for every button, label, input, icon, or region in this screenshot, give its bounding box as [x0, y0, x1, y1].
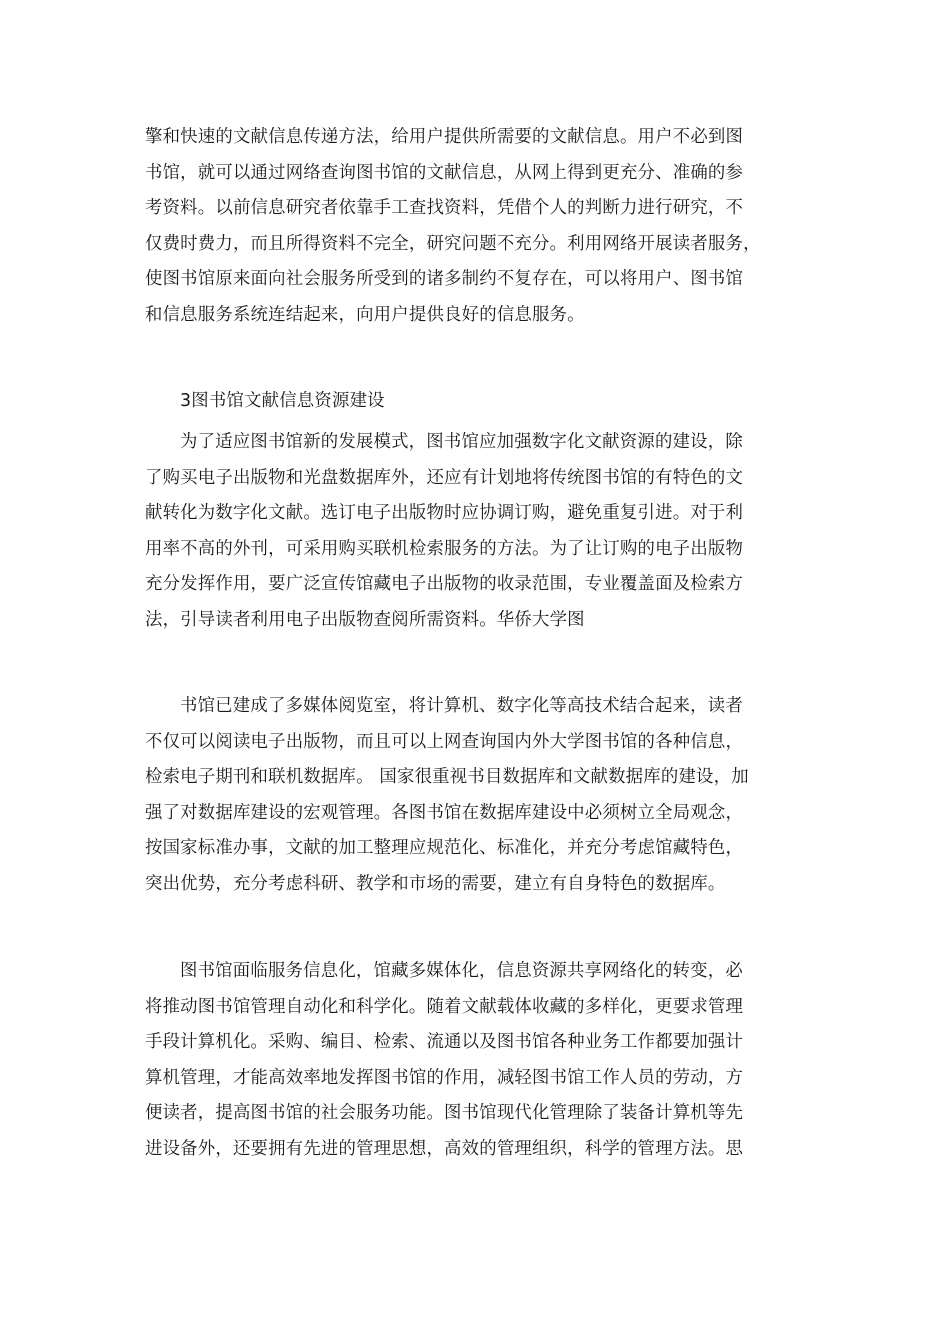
- text-line: 手段计算机化。采购、编目、检索、流通以及图书馆各种业务工作都要加强计: [145, 1032, 744, 1052]
- text-line: 书馆，就可以通过网络查询图书馆的文献信息，从网上得到更充分、准确的参: [145, 162, 744, 183]
- text-line: 算机管理，才能高效率地发挥图书馆的作用，减轻图书馆工作人员的劳动，方: [145, 1067, 744, 1088]
- text-line: 检索电子期刊和联机数据库。 国家很重视书目数据库和文献数据库的建设，加: [145, 767, 749, 787]
- paragraph-multimedia-database: [145, 689, 810, 902]
- text-line: 进设备外，还要拥有先进的管理思想，高效的管理组织，科学的管理方法。思: [145, 1138, 744, 1159]
- paragraph-network-service: [145, 120, 810, 333]
- paragraph-resource-building: [145, 425, 810, 638]
- text-line: 充分发挥作用，要广泛宣传馆藏电子出版物的收录范围，专业覆盖面及检索方: [145, 574, 744, 594]
- text-line: 和信息服务系统连结起来，向用户提供良好的信息服务。: [145, 304, 585, 325]
- text-line: 不仅可以阅读电子出版物，而且可以上网查询国内外大学图书馆的各种信息，: [145, 731, 744, 752]
- text-line: 法，引导读者利用电子出版物查阅所需资料。华侨大学图: [145, 609, 585, 630]
- paragraph-management-automation: [145, 954, 810, 1167]
- text-line: 便读者，提高图书馆的社会服务功能。图书馆现代化管理除了装备计算机等先: [145, 1103, 744, 1123]
- text-line: 仅费时费力，而且所得资料不完全，研究问题不充分。利用网络开展读者服务，: [145, 233, 761, 254]
- text-line: 强了对数据库建设的宏观管理。各图书馆在数据库建设中必须树立全局观念，: [145, 802, 744, 823]
- text-line: 考资料。以前信息研究者依靠手工查找资料，凭借个人的判断力进行研究，不: [145, 198, 744, 218]
- text-line: 按国家标准办事，文献的加工整理应规范化、标准化，并充分考虑馆藏特色，: [145, 838, 744, 858]
- section-heading-text: 3图书馆文献信息资源建设: [180, 391, 385, 411]
- text-line: 书馆已建成了多媒体阅览室，将计算机、数字化等高技术结合起来，读者: [180, 696, 743, 716]
- text-line: 为了适应图书馆新的发展模式，图书馆应加强数字化文献资源的建设，除: [180, 432, 743, 452]
- text-line: 擎和快速的文献信息传递方法，给用户提供所需要的文献信息。用户不必到图: [145, 127, 744, 147]
- text-line: 突出优势，充分考虑科研、教学和市场的需要，建立有自身特色的数据库。: [145, 873, 726, 894]
- section-heading: [145, 384, 810, 420]
- text-line: 献转化为数字化文献。选订电子出版物时应协调订购，避免重复引进。对于利: [145, 503, 744, 523]
- text-line: 使图书馆原来面向社会服务所受到的诸多制约不复存在，可以将用户、图书馆: [145, 269, 744, 289]
- text-line: 图书馆面临服务信息化，馆藏多媒体化，信息资源共享网络化的转变，必: [180, 961, 743, 981]
- text-line: 用率不高的外刊，可采用购买联机检索服务的方法。为了让订购的电子出版物: [145, 538, 744, 559]
- text-line: 了购买电子出版物和光盘数据库外，还应有计划地将传统图书馆的有特色的文: [145, 467, 744, 488]
- text-line: 将推动图书馆管理自动化和科学化。随着文献载体收藏的多样化，更要求管理: [145, 996, 744, 1017]
